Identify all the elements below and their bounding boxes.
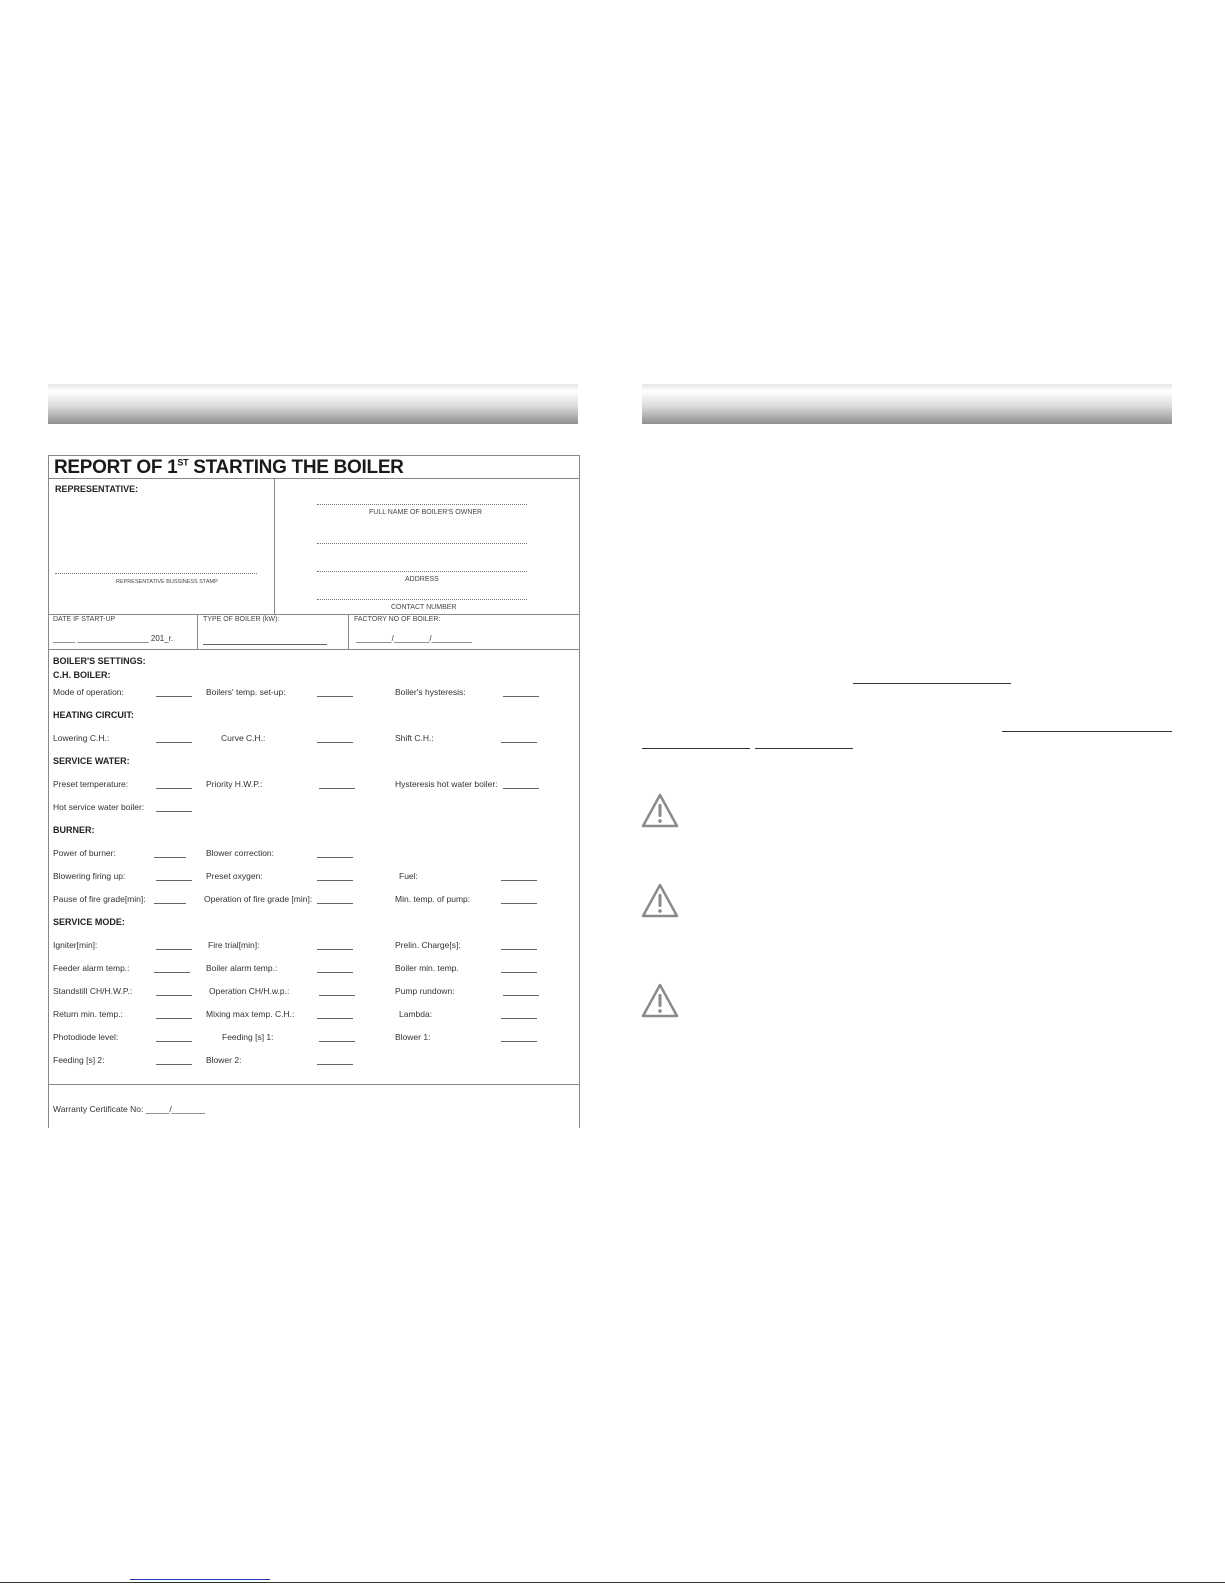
field-blank[interactable] xyxy=(501,1041,537,1042)
field-label: Priority H.W.P.: xyxy=(206,779,263,789)
date-label: DATE IF START-UP xyxy=(53,616,116,623)
field-label: Pause of fire grade[min]: xyxy=(53,894,146,904)
divider xyxy=(49,614,579,615)
type-label: TYPE OF BOILER (kW): xyxy=(203,616,280,623)
field-blank[interactable] xyxy=(503,788,539,789)
field-blank[interactable] xyxy=(319,1041,355,1042)
address-label: ADDRESS xyxy=(405,576,439,583)
field-label: Lambda: xyxy=(399,1009,433,1019)
field-blank[interactable] xyxy=(156,1064,192,1065)
field-label: Blowering firing up: xyxy=(53,871,126,881)
field-blank[interactable] xyxy=(317,949,353,950)
date-value[interactable]: _____ ________________ 201_r. xyxy=(53,634,174,643)
field-label: Boiler min. temp. xyxy=(395,963,459,973)
field-label: Boiler alarm temp.: xyxy=(206,963,278,973)
field-blank[interactable] xyxy=(156,880,192,881)
field-blank[interactable] xyxy=(501,880,537,881)
right-header-bar xyxy=(642,384,1172,424)
field-blank[interactable] xyxy=(317,1018,353,1019)
divider xyxy=(274,478,275,614)
factory-label: FACTORY NO OF BOILER: xyxy=(354,616,441,623)
field-label: Curve C.H.: xyxy=(221,733,266,743)
field-label: Blower correction: xyxy=(206,848,275,858)
field-label: Blower 1: xyxy=(395,1032,431,1042)
field-label: Mixing max temp. C.H.: xyxy=(206,1009,295,1019)
field-blank[interactable] xyxy=(156,742,192,743)
field-label: Lowering C.H.: xyxy=(53,733,110,743)
warning-triangle-icon xyxy=(640,792,680,830)
field-blank[interactable] xyxy=(154,903,186,904)
field-blank[interactable] xyxy=(317,1064,353,1065)
section-heating-circuit: HEATING CIRCUIT: xyxy=(53,710,134,720)
field-blank[interactable] xyxy=(156,696,192,697)
field-label: Feeder alarm temp.: xyxy=(53,963,130,973)
field-label: Power of burner: xyxy=(53,848,116,858)
field-label: Preset oxygen: xyxy=(206,871,263,881)
field-label: Operation of fire grade [min]: xyxy=(204,894,313,904)
page-bottom-rule xyxy=(0,1582,1225,1583)
field-label: Mode of operation: xyxy=(53,687,124,697)
field-blank[interactable] xyxy=(503,995,539,996)
field-label: Feeding [s] 2: xyxy=(53,1055,105,1065)
field-blank[interactable] xyxy=(319,788,355,789)
underline-mark xyxy=(642,748,750,749)
bottom-link-underline[interactable] xyxy=(130,1579,270,1580)
representative-label: REPRESENTATIVE: xyxy=(55,484,139,494)
field-label: Pump rundown: xyxy=(395,986,455,996)
field-label: Feeding [s] 1: xyxy=(222,1032,274,1042)
field-label: Boilers' temp. set-up: xyxy=(206,687,286,697)
stamp-label: REPRESENTATIVE BUSSINESS STAMP xyxy=(116,579,218,585)
field-label: Hysteresis hot water boiler: xyxy=(395,779,498,789)
field-label: Return min. temp.: xyxy=(53,1009,123,1019)
field-blank[interactable] xyxy=(503,696,539,697)
field-label: Boiler's hysteresis: xyxy=(395,687,466,697)
warranty-certificate[interactable]: Warranty Certificate No: _____/_______ xyxy=(53,1104,205,1114)
left-header-bar xyxy=(48,384,578,424)
field-blank[interactable] xyxy=(501,1018,537,1019)
divider xyxy=(49,478,579,479)
field-blank[interactable] xyxy=(317,742,353,743)
warning-triangle-icon xyxy=(640,882,680,920)
stamp-line xyxy=(55,573,257,574)
field-label: Photodiode level: xyxy=(53,1032,119,1042)
field-blank[interactable] xyxy=(501,972,537,973)
field-blank[interactable] xyxy=(156,788,192,789)
field-blank[interactable] xyxy=(317,880,353,881)
field-blank[interactable] xyxy=(154,972,190,973)
divider xyxy=(49,649,579,650)
divider xyxy=(197,614,198,649)
field-blank[interactable] xyxy=(156,1041,192,1042)
field-blank[interactable] xyxy=(317,972,353,973)
field-blank[interactable] xyxy=(317,857,353,858)
field-blank[interactable] xyxy=(156,811,192,812)
underline-mark xyxy=(853,683,1011,684)
field-blank[interactable] xyxy=(156,1018,192,1019)
field-blank[interactable] xyxy=(501,742,537,743)
divider xyxy=(49,1084,579,1085)
settings-title: BOILER'S SETTINGS: xyxy=(53,656,146,666)
field-label: Blower 2: xyxy=(206,1055,242,1065)
field-blank[interactable] xyxy=(317,903,353,904)
address-line-2[interactable] xyxy=(317,571,527,572)
owner-name-label: FULL NAME OF BOILER'S OWNER xyxy=(369,509,483,516)
field-label: Hot service water boiler: xyxy=(53,802,145,812)
contact-line[interactable] xyxy=(317,599,527,600)
section-ch-boiler: C.H. BOILER: xyxy=(53,670,111,680)
type-field[interactable] xyxy=(203,644,327,645)
field-label: Fuel: xyxy=(399,871,418,881)
field-blank[interactable] xyxy=(156,995,192,996)
field-label: Prelin. Charge[s]: xyxy=(395,940,461,950)
factory-value[interactable]: ________/________/_________ xyxy=(356,634,472,643)
underline-mark xyxy=(1002,731,1172,732)
field-label: Preset temperature: xyxy=(53,779,129,789)
field-blank[interactable] xyxy=(154,857,186,858)
field-blank[interactable] xyxy=(319,995,355,996)
startup-report-form xyxy=(48,455,580,1128)
section-burner: BURNER: xyxy=(53,825,95,835)
field-label: Fire trial[min]: xyxy=(208,940,260,950)
field-blank[interactable] xyxy=(156,949,192,950)
form-title: REPORT OF 1ST STARTING THE BOILER xyxy=(54,457,404,478)
field-blank[interactable] xyxy=(317,696,353,697)
section-service-water: SERVICE WATER: xyxy=(53,756,130,766)
field-label: Igniter[min]: xyxy=(53,940,98,950)
field-label: Operation CH/H.w.p.: xyxy=(209,986,290,996)
field-blank[interactable] xyxy=(501,949,537,950)
field-label: Standstill CH/H.W.P.: xyxy=(53,986,133,996)
address-line-1[interactable] xyxy=(317,543,527,544)
section-service-mode: SERVICE MODE: xyxy=(53,917,125,927)
owner-name-line[interactable] xyxy=(317,504,527,505)
underline-mark xyxy=(755,748,853,749)
field-blank[interactable] xyxy=(501,903,537,904)
divider xyxy=(348,614,349,649)
field-label: Shift C.H.: xyxy=(395,733,434,743)
field-label: Min. temp. of pump: xyxy=(395,894,471,904)
contact-label: CONTACT NUMBER xyxy=(391,604,457,611)
warning-triangle-icon xyxy=(640,982,680,1020)
